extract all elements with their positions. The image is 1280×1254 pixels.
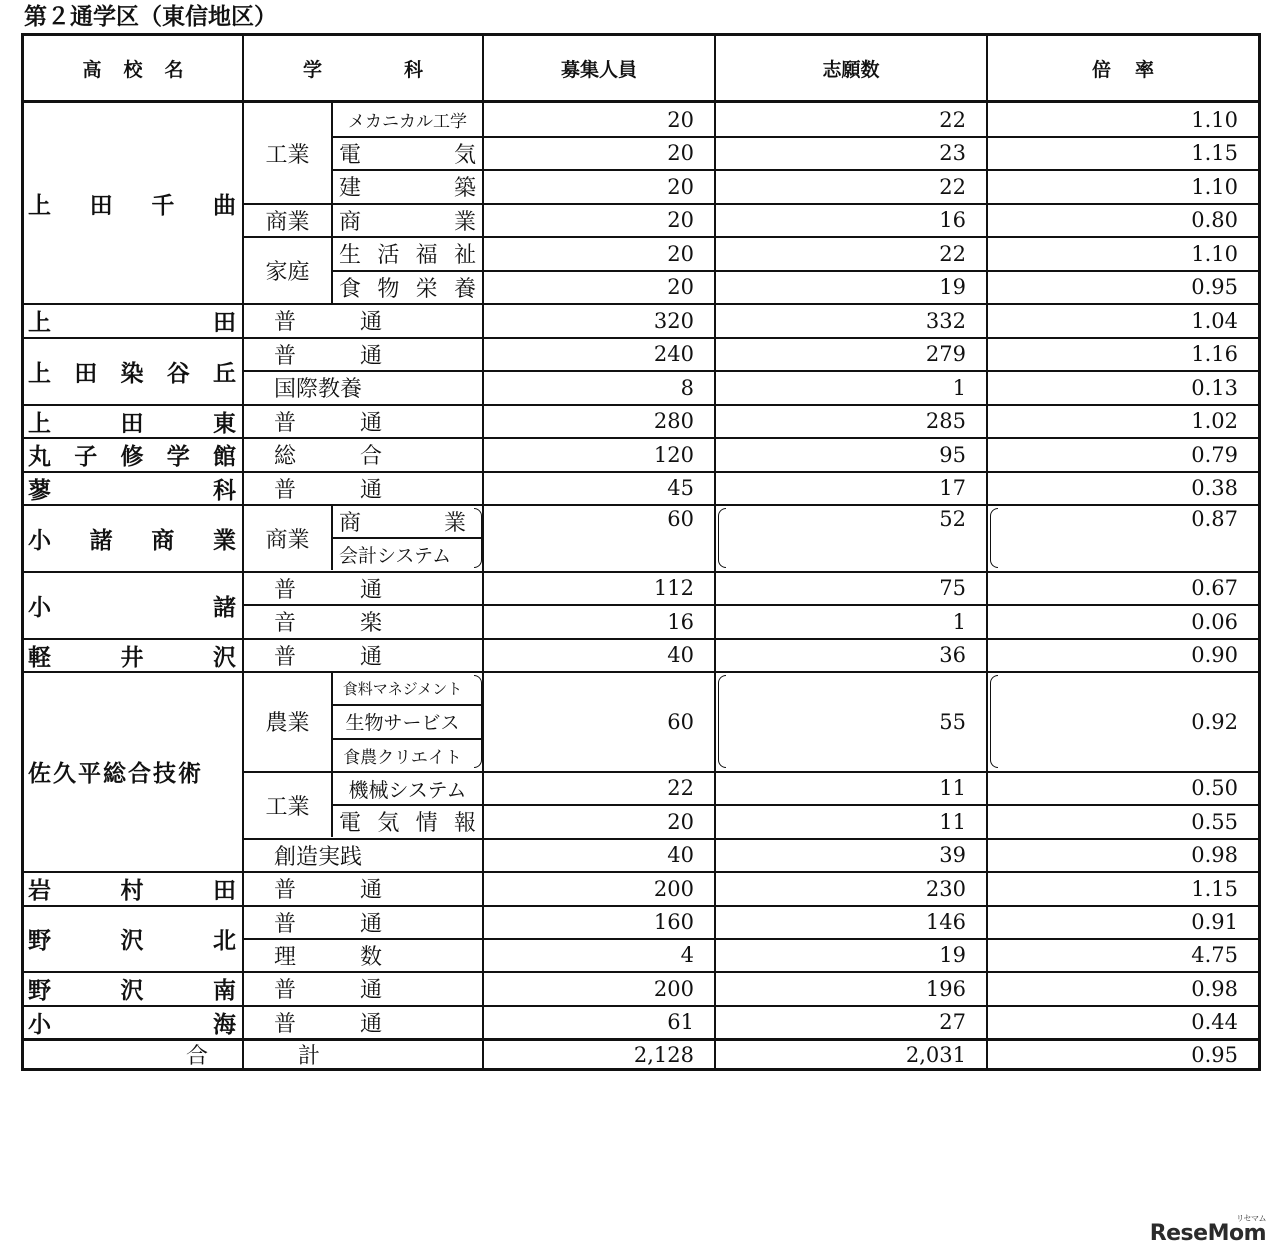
dept-katei: 家庭 <box>265 259 310 285</box>
capacity: 20 <box>667 208 694 232</box>
ratio: 4.75 <box>1191 943 1238 967</box>
capacity: 45 <box>667 476 694 500</box>
applicants: 1 <box>952 375 966 400</box>
right-brace-icon <box>474 508 482 568</box>
school-iwamurada: 岩 村 田 <box>28 878 236 904</box>
ratio: 1.02 <box>1191 409 1238 433</box>
applicants: 230 <box>925 876 966 901</box>
course: 創造実践 <box>274 844 363 870</box>
ratio: 0.38 <box>1191 476 1238 500</box>
capacity: 8 <box>680 375 694 400</box>
left-brace-icon <box>990 675 998 768</box>
capacity: 240 <box>653 342 694 366</box>
applicants: 19 <box>939 275 966 299</box>
subject-seikatsu-fukushi: 生 活 福 祉 <box>339 243 476 268</box>
course: 普 通 <box>274 577 382 603</box>
school-saku-heiso-gijutsu: 佐久平総合技術 <box>28 761 203 787</box>
ratio: 1.10 <box>1191 107 1238 132</box>
subject-mechanical: メカニカル工学 <box>348 112 467 132</box>
capacity: 20 <box>667 141 694 165</box>
capacity: 22 <box>667 776 694 800</box>
resemom-logo: ReseMom リセマム <box>1149 1214 1266 1246</box>
capacity: 60 <box>667 507 694 531</box>
header-course: 学 科 <box>302 58 424 81</box>
dept-kogyo: 工業 <box>265 794 310 820</box>
subject-denki-joho: 電 気 情 報 <box>339 811 476 836</box>
capacity: 16 <box>667 609 694 634</box>
total-applicants: 2,031 <box>905 1042 966 1067</box>
capacity: 320 <box>653 308 694 333</box>
capacity: 120 <box>653 442 694 467</box>
ratio: 0.90 <box>1191 643 1238 667</box>
course: 音 楽 <box>274 611 382 636</box>
header-school-name: 高 校 名 <box>82 58 184 81</box>
subject-food-management: 食料マネジメント <box>342 679 463 698</box>
course: 普 通 <box>274 310 382 335</box>
capacity: 200 <box>653 876 694 901</box>
left-brace-icon <box>990 508 998 568</box>
ratio: 0.67 <box>1191 576 1238 600</box>
capacity: 20 <box>667 107 694 132</box>
subject-shokuno-create: 食農クリエイト <box>343 747 462 768</box>
ratio: 1.04 <box>1191 308 1238 333</box>
ratio: 0.95 <box>1191 275 1238 299</box>
total-label: 合 計 <box>185 1044 321 1069</box>
applicants: 22 <box>939 107 966 132</box>
dept-shogyo: 商業 <box>265 527 310 553</box>
capacity: 20 <box>667 241 694 266</box>
school-karuizawa: 軽 井 沢 <box>28 644 236 671</box>
capacity: 160 <box>653 910 694 934</box>
subject-shogyo: 商 業 <box>339 510 466 536</box>
school-nozawa-minami: 野 沢 南 <box>28 978 236 1004</box>
ratio: 1.15 <box>1191 141 1238 165</box>
course: 総 合 <box>274 444 382 469</box>
capacity: 200 <box>653 976 694 1001</box>
ratio: 0.50 <box>1191 776 1238 800</box>
dept-kogyo: 工業 <box>265 142 310 168</box>
subject-kikai-system: 機械システム <box>348 777 467 802</box>
ratio: 0.55 <box>1191 809 1238 834</box>
dept-nogyo: 農業 <box>265 711 310 736</box>
applicants: 17 <box>939 476 966 500</box>
capacity: 4 <box>680 943 694 967</box>
total-ratio: 0.95 <box>1191 1042 1238 1067</box>
school-tateshina: 蓼 科 <box>28 477 236 504</box>
capacity: 61 <box>667 1010 694 1034</box>
ratio: 0.44 <box>1191 1010 1238 1034</box>
ratio: 0.87 <box>1191 507 1238 531</box>
course: 普 通 <box>274 410 382 436</box>
applicants: 285 <box>925 409 966 433</box>
school-ueda-chikuma: 上 田 千 曲 <box>28 192 236 219</box>
applicants: 1 <box>952 609 966 634</box>
capacity: 40 <box>667 843 694 867</box>
applicants: 95 <box>939 442 966 467</box>
subject-shogyo: 商 業 <box>339 209 476 235</box>
subject-kaikei-system: 会計システム <box>339 545 452 567</box>
capacity: 40 <box>667 643 694 667</box>
subject-shokumotsu-eiyo: 食 物 栄 養 <box>339 276 476 302</box>
left-brace-icon <box>718 508 726 568</box>
applicants: 52 <box>939 507 966 531</box>
course: 普 通 <box>274 911 382 937</box>
ratio: 0.98 <box>1191 976 1238 1001</box>
subject-denki: 電 気 <box>339 142 476 168</box>
capacity: 112 <box>653 576 694 600</box>
school-koumi: 小 海 <box>28 1011 236 1038</box>
school-maruko-shugakukan: 丸 子 修 学 館 <box>28 444 236 470</box>
ratio: 0.92 <box>1191 709 1238 734</box>
course: 普 通 <box>274 878 382 903</box>
header-applicants: 志願数 <box>822 58 880 81</box>
applicants: 332 <box>925 308 966 333</box>
school-nozawa-kita: 野 沢 北 <box>28 928 236 954</box>
school-komoro: 小 諸 <box>28 594 236 621</box>
applicants: 22 <box>939 174 966 199</box>
applicants: 27 <box>939 1010 966 1034</box>
course: 普 通 <box>274 1011 382 1037</box>
applicants: 39 <box>939 843 966 867</box>
ratio: 0.13 <box>1191 375 1238 400</box>
school-ueda: 上 田 <box>28 310 236 336</box>
ratio: 1.16 <box>1191 342 1238 366</box>
applicants: 55 <box>939 709 966 734</box>
applicants: 279 <box>925 342 966 366</box>
capacity: 20 <box>667 174 694 199</box>
ratio: 0.06 <box>1191 609 1238 634</box>
course: 国際教養 <box>274 377 363 402</box>
applicants: 11 <box>939 776 966 800</box>
applicants: 75 <box>939 576 966 600</box>
capacity: 60 <box>667 709 694 734</box>
capacity: 280 <box>653 409 694 433</box>
dept-shogyo: 商業 <box>265 209 310 235</box>
subject-kenchiku: 建 築 <box>339 176 476 201</box>
course: 普 通 <box>274 978 382 1003</box>
applicants: 146 <box>925 910 966 934</box>
page-title: 第２通学区（東信地区） <box>24 4 277 30</box>
right-brace-icon <box>474 675 482 768</box>
ratio: 0.79 <box>1191 442 1238 467</box>
course: 普 通 <box>274 644 382 670</box>
applicant-ratio-table <box>21 33 1261 1071</box>
applicants: 16 <box>939 208 966 232</box>
capacity: 20 <box>667 809 694 834</box>
applicants: 196 <box>925 976 966 1001</box>
school-ueda-higashi: 上 田 東 <box>28 410 236 437</box>
school-komoro-shogyo: 小 諸 商 業 <box>28 527 236 554</box>
course: 普 通 <box>274 343 382 369</box>
ratio: 0.91 <box>1191 910 1238 934</box>
capacity: 20 <box>667 275 694 299</box>
course: 理 数 <box>274 944 382 970</box>
applicants: 22 <box>939 241 966 266</box>
total-capacity: 2,128 <box>633 1042 694 1067</box>
course: 普 通 <box>274 477 382 503</box>
ratio: 0.80 <box>1191 208 1238 232</box>
left-brace-icon <box>718 675 726 768</box>
header-capacity: 募集人員 <box>560 58 637 81</box>
ratio: 1.10 <box>1191 241 1238 266</box>
school-ueda-someyagaoka: 上 田 染 谷 丘 <box>28 360 236 387</box>
ratio: 1.15 <box>1191 876 1238 901</box>
header-ratio: 倍 率 <box>1091 58 1155 81</box>
ratio: 1.10 <box>1191 174 1238 199</box>
applicants: 19 <box>939 943 966 967</box>
subject-bio-service: 生物サービス <box>345 712 460 734</box>
applicants: 23 <box>939 141 966 165</box>
ratio: 0.98 <box>1191 843 1238 867</box>
applicants: 11 <box>939 809 966 834</box>
applicants: 36 <box>939 643 966 667</box>
